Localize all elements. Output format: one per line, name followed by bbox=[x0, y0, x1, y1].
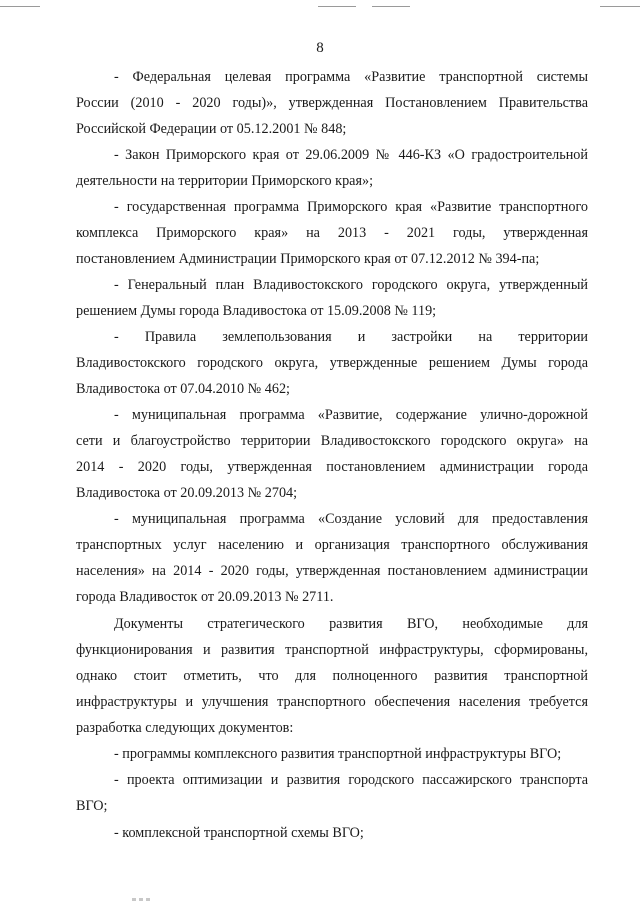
document-body bbox=[76, 64, 588, 846]
text-line: Владивостокского городского округа, утвержденные решением Думы города bbox=[76, 355, 588, 371]
list-item-general-plan bbox=[76, 272, 588, 324]
text-line: - муниципальная программа «Развитие, содержание улично-дорожной bbox=[114, 407, 588, 423]
text-line: ВГО; bbox=[76, 798, 108, 814]
list-item-land-use-rules bbox=[76, 324, 588, 402]
scan-artifact bbox=[132, 888, 172, 892]
text-line: - комплексной транспортной схемы ВГО; bbox=[114, 825, 364, 841]
text-line: 2014 - 2020 годы, утвержденная постановлением администрации города bbox=[76, 459, 588, 475]
text-line: однако стоит отметить, что для полноценного развития транспортной bbox=[76, 668, 588, 684]
text-line: - Генеральный план Владивостокского городского округа, утвержденный bbox=[114, 277, 588, 293]
page-number: 8 bbox=[316, 40, 324, 56]
text-line: России (2010 - 2020 годы)», утвержденная Постановлением Правительства bbox=[76, 95, 588, 111]
text-line: функционирования и развития транспортной инфраструктуры, сформированы, bbox=[76, 642, 588, 658]
text-line: - государственная программа Приморского края «Развитие транспортного bbox=[114, 199, 588, 215]
text-line: - проекта оптимизации и развития городского пассажирского транспорта bbox=[114, 772, 588, 788]
scan-edge-mark-left bbox=[0, 6, 40, 7]
text-line: города Владивосток от 20.09.2013 № 2711. bbox=[76, 589, 334, 605]
text-line: деятельности на территории Приморского края»; bbox=[76, 173, 374, 189]
text-line: разработка следующих документов: bbox=[76, 720, 294, 736]
text-line: решением Думы города Владивостока от 15.09.2008 № 119; bbox=[76, 303, 437, 319]
text-line: инфраструктуры и улучшения транспортного обеспечения населения требуется bbox=[76, 694, 588, 710]
list-item-transport-services-program bbox=[76, 506, 588, 610]
list-item-road-network-program bbox=[76, 402, 588, 506]
list-item-transport-scheme bbox=[76, 820, 588, 846]
text-line: - Федеральная целевая программа «Развитие транспортной системы bbox=[114, 69, 588, 85]
text-line: Документы стратегического развития ВГО, необходимые для bbox=[114, 616, 588, 632]
list-item-state-program bbox=[76, 194, 588, 272]
list-item-federal-program bbox=[76, 64, 588, 142]
scan-edge-mark-right bbox=[600, 6, 640, 7]
text-line: - Правила землепользования и застройки на территории bbox=[114, 329, 588, 345]
list-item-complex-development-program bbox=[76, 741, 588, 767]
text-line: сети и благоустройство территории Владивостокского городского округа» на bbox=[76, 433, 588, 449]
list-item-optimization-project bbox=[76, 767, 588, 819]
text-line: постановлением Администрации Приморского края от 07.12.2012 № 394-па; bbox=[76, 251, 540, 267]
text-line: - программы комплексного развития транспортной инфраструктуры ВГО; bbox=[114, 746, 562, 762]
text-line: Российской Федерации от 05.12.2001 № 848; bbox=[76, 121, 347, 137]
text-line: комплекса Приморского края» на 2013 - 2021 годы, утвержденная bbox=[76, 225, 588, 241]
text-line: - муниципальная программа «Создание условий для предоставления bbox=[114, 511, 588, 527]
paragraph-strategic-documents bbox=[76, 611, 588, 741]
scan-edge-mark-center-right bbox=[372, 6, 410, 7]
text-line: - Закон Приморского края от 29.06.2009 № 446-КЗ «О градостроительной bbox=[114, 147, 588, 163]
text-line: транспортных услуг населению и организация транспортного обслуживания bbox=[76, 537, 588, 553]
list-item-primorsky-law bbox=[76, 142, 588, 194]
text-line: населения» на 2014 - 2020 годы, утвержденная постановлением администрации bbox=[76, 563, 588, 579]
text-line: Владивостока от 20.09.2013 № 2704; bbox=[76, 485, 298, 501]
text-line: Владивостока от 07.04.2010 № 462; bbox=[76, 381, 290, 397]
scan-edge-mark-center bbox=[318, 6, 356, 7]
